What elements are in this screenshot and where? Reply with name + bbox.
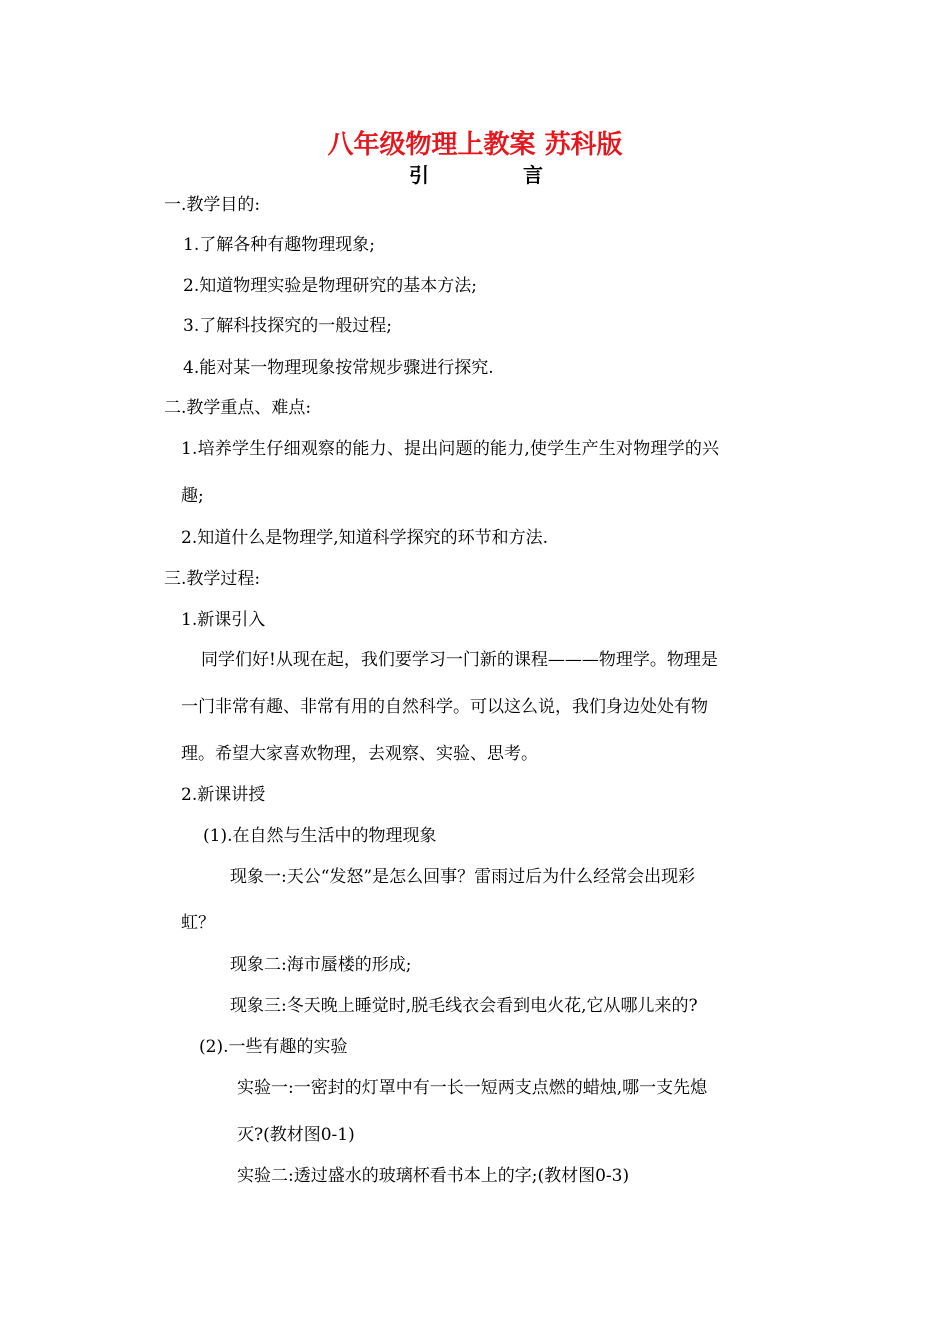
key-point-item-continued: 趣;: [181, 486, 204, 506]
paragraph-line: 同学们好!从现在起，我们要学习一门新的课程———物理学。物理是: [201, 650, 718, 670]
section-heading-key-points: 二.教学重点、难点:: [164, 398, 312, 418]
phenomenon-item: 现象三:冬天晚上睡觉时,脱毛线衣会看到电火花,它从哪儿来的?: [230, 996, 698, 1016]
paragraph-line: 一门非常有趣、非常有用的自然科学。可以这么说，我们身边处处有物: [181, 697, 708, 717]
subsection-intro: 1.新课引入: [181, 610, 266, 630]
phenomenon-item-continued: 虹？: [181, 913, 215, 933]
paragraph-line: 理。希望大家喜欢物理，去观察、实验、思考。: [181, 744, 538, 764]
lecture-part-heading: (2).一些有趣的实验: [199, 1037, 348, 1057]
experiment-item: 实验一:一密封的灯罩中有一长一短两支点燃的蜡烛,哪一支先熄: [237, 1078, 708, 1098]
objective-item: 2.知道物理实验是物理研究的基本方法;: [183, 276, 477, 296]
subsection-lecture: 2.新课讲授: [181, 785, 266, 805]
section-heading-process: 三.教学过程:: [164, 569, 261, 589]
objective-item: 3.了解科技探究的一般过程;: [183, 316, 392, 336]
phenomenon-item: 现象一:天公“发怒”是怎么回事？雷雨过后为什么经常会出现彩: [230, 867, 696, 887]
key-point-item: 1.培养学生仔细观察的能力、提出问题的能力,使学生产生对物理学的兴: [181, 439, 720, 459]
objective-item: 1.了解各种有趣物理现象;: [183, 235, 375, 255]
lecture-part-heading: (1).在自然与生活中的物理现象: [203, 826, 437, 846]
subtitle-char-left: 引: [409, 163, 429, 187]
key-point-item: 2.知道什么是物理学,知道科学探究的环节和方法.: [181, 528, 549, 548]
experiment-item-continued: 灭?(教材图0-1): [237, 1125, 355, 1145]
section-heading-objectives: 一.教学目的:: [164, 195, 261, 215]
subtitle-char-right: 言: [523, 163, 543, 187]
objective-item: 4.能对某一物理现象按常规步骤进行探究.: [183, 358, 494, 378]
document-title: 八年级物理上教案 苏科版: [327, 130, 623, 160]
experiment-item: 实验二:透过盛水的玻璃杯看书本上的字;(教材图0-3): [237, 1166, 630, 1186]
phenomenon-item: 现象二:海市蜃楼的形成;: [230, 955, 412, 975]
